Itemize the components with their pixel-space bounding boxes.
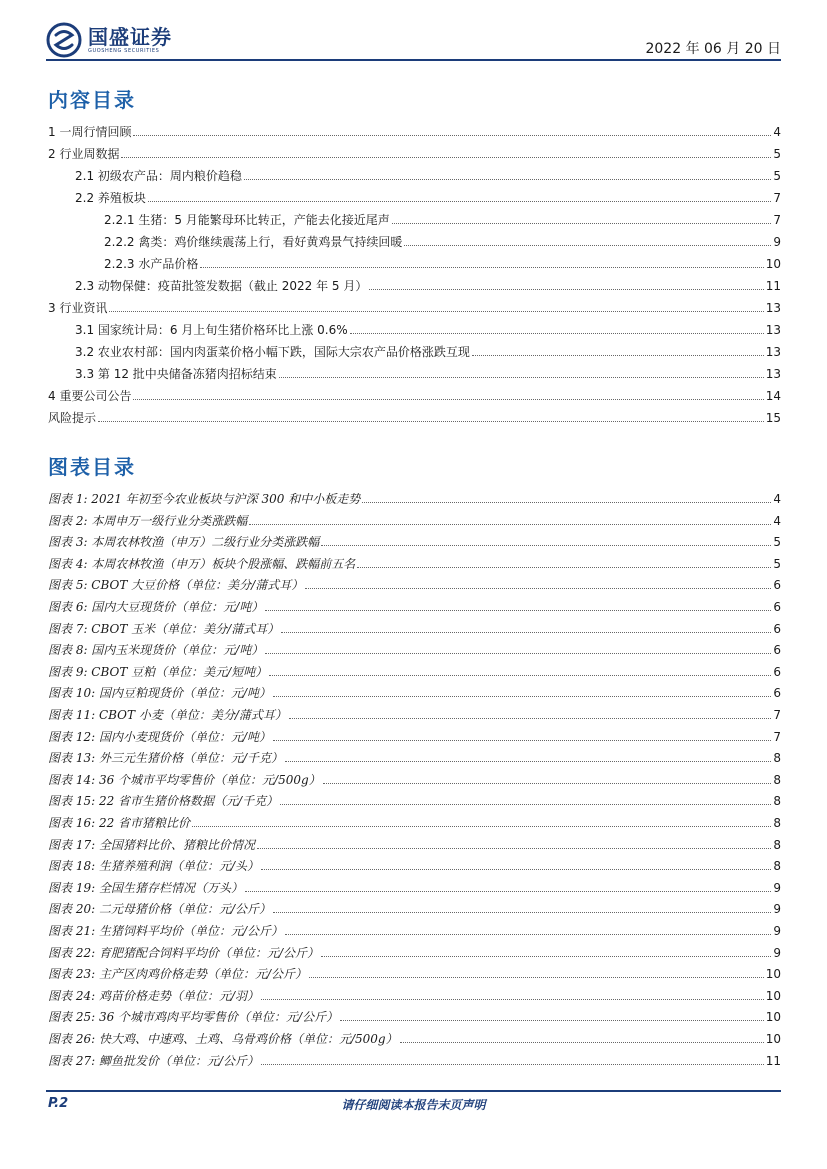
- toc-entry-page: 5: [773, 169, 781, 183]
- toc-entry-label: 2.3 动物保健：疫苗批签发数据（截止 2022 年 5 月）: [75, 279, 368, 293]
- figure-entry-label: 图表 8: 国内玉米现货价（单位：元/吨）: [48, 643, 264, 658]
- toc-entry[interactable]: [48, 207, 781, 227]
- figure-entry-page: 9: [773, 945, 781, 960]
- figure-entry-label: 图表 10: 国内豆粕现货价（单位：元/吨）: [48, 686, 271, 701]
- figure-entry[interactable]: [48, 875, 781, 895]
- figure-entry-page: 8: [773, 772, 781, 787]
- company-logo: [46, 22, 172, 58]
- figure-entry-label: 图表 4: 本周农林牧渔（申万）板块个股涨幅、跌幅前五名: [48, 556, 356, 571]
- figure-entry[interactable]: [48, 702, 781, 722]
- figure-entry-page: 10: [765, 1032, 781, 1046]
- toc-entry-label: 3.1 国家统计局：6 月上旬生猪价格环比上涨 0.6%: [75, 323, 348, 337]
- toc-entry-label: 1 一周行情回顾: [48, 125, 132, 139]
- toc-entry-page: 13: [765, 301, 781, 315]
- figure-entry-page: 9: [773, 902, 781, 917]
- toc-entry-page: 11: [765, 279, 781, 293]
- toc-entry-label: 3.2 农业农村部：国内肉蛋菜价格小幅下跌，国际大宗农产品价格涨跌互现: [75, 345, 470, 359]
- figure-entry-label: 图表 18: 生猪养殖利润（单位：元/头）: [48, 859, 259, 874]
- figure-entry[interactable]: [48, 594, 781, 614]
- toc-entry-page: 15: [765, 411, 781, 425]
- figure-entry-label: 图表 11: CBOT 小麦（单位：美分/蒲式耳）: [48, 708, 287, 722]
- figure-entry-page: 5: [773, 556, 781, 571]
- toc-entry-label: 2.2.3 水产品价格: [104, 257, 199, 271]
- figure-entry[interactable]: [48, 961, 781, 981]
- toc-entry[interactable]: [48, 163, 781, 183]
- toc-entry-label: 2.2 养殖板块: [75, 191, 146, 205]
- footer-divider: [46, 1090, 781, 1092]
- figure-entry-page: 4: [773, 492, 781, 506]
- figure-entry-label: 图表 5: CBOT 大豆价格（单位：美分/蒲式耳）: [48, 578, 304, 593]
- figure-entry-label: 图表 26: 快大鸡、中速鸡、土鸡、乌骨鸡价格（单位：元/500g）: [48, 1032, 398, 1046]
- figure-entry-page: 8: [773, 794, 781, 809]
- figure-entry-page: 11: [765, 1053, 781, 1068]
- figure-entry[interactable]: [48, 508, 781, 528]
- toc-entry-page: 13: [765, 367, 781, 381]
- toc-entry-label: 2.2.2 禽类：鸡价继续震荡上行，看好黄鸡景气持续回暖: [104, 235, 403, 249]
- page-number: P.2: [48, 1096, 69, 1111]
- figure-entry[interactable]: [48, 832, 781, 852]
- toc-entry-page: 5: [773, 147, 781, 161]
- figure-entry[interactable]: [48, 572, 781, 592]
- figure-entry-page: 4: [773, 513, 781, 528]
- figure-entry-label: 图表 16: 22 省市猪粮比价: [48, 816, 191, 830]
- toc-entry[interactable]: [48, 141, 781, 161]
- toc-entry-label: 2.2.1 生猪：5 月能繁母环比转正，产能去化接近尾声: [104, 213, 390, 227]
- toc-entry[interactable]: [48, 361, 781, 381]
- toc-entry-label: 2.1 初级农产品：周内粮价趋稳: [75, 169, 242, 183]
- header-divider: [46, 59, 781, 61]
- toc-entry-page: 13: [765, 345, 781, 359]
- figure-entry-label: 图表 9: CBOT 豆粕（单位：美元/短吨）: [48, 664, 268, 679]
- figure-entry-label: 图表 14: 36 个城市平均零售价（单位：元/500g）: [48, 772, 321, 787]
- figure-entry[interactable]: [48, 551, 781, 571]
- toc-entry[interactable]: [48, 317, 781, 337]
- figure-entry[interactable]: [48, 1004, 781, 1024]
- toc-entry[interactable]: [48, 383, 781, 403]
- toc-heading: 内容目录: [48, 88, 136, 112]
- toc-entry-page: 13: [765, 323, 781, 337]
- figure-entry-page: 6: [773, 600, 781, 614]
- figure-entry[interactable]: [48, 896, 781, 916]
- figure-entry-label: 图表 17: 全国猪料比价、猪粮比价情况: [48, 837, 255, 852]
- logo-icon: [46, 22, 82, 58]
- figure-entry-page: 6: [773, 686, 781, 701]
- figure-entry-label: 图表 13: 外三元生猪价格（单位：元/千克）: [48, 751, 283, 766]
- figure-entry[interactable]: [48, 940, 781, 960]
- toc-entry-label: 4 重要公司公告: [48, 389, 132, 403]
- figure-entry[interactable]: [48, 616, 781, 636]
- figure-entry[interactable]: [48, 1026, 781, 1046]
- figure-entry[interactable]: [48, 767, 781, 787]
- figure-entry-label: 图表 20: 二元母猪价格（单位：元/公斤）: [48, 902, 271, 917]
- figure-entry-label: 图表 27: 鲫鱼批发价（单位：元/公斤）: [48, 1053, 259, 1068]
- figure-entry[interactable]: [48, 486, 781, 506]
- figure-entry[interactable]: [48, 788, 781, 808]
- toc-entry[interactable]: [48, 339, 781, 359]
- figure-entry[interactable]: [48, 918, 781, 938]
- toc-entry-page: 4: [773, 125, 781, 139]
- toc-entry-label: 风险提示: [48, 411, 97, 425]
- toc-entry[interactable]: [48, 251, 781, 271]
- toc-entry-page: 7: [773, 213, 781, 227]
- figure-entry-label: 图表 12: 国内小麦现货价（单位：元/吨）: [48, 729, 271, 744]
- figure-entry-label: 图表 25: 36 个城市鸡肉平均零售价（单位：元/公斤）: [48, 1010, 339, 1025]
- figure-entry-page: 9: [773, 880, 781, 895]
- figure-entry[interactable]: [48, 983, 781, 1003]
- figure-entry-page: 6: [773, 664, 781, 679]
- figure-entry-label: 图表 2: 本周申万一级行业分类涨跌幅: [48, 513, 248, 528]
- figure-entry-label: 图表 21: 生猪饲料平均价（单位：元/公斤）: [48, 924, 283, 938]
- logo-name-en: GUOSHENG SECURITIES: [88, 47, 160, 54]
- toc-entry[interactable]: [48, 229, 781, 249]
- toc-entry[interactable]: [48, 405, 781, 425]
- disclaimer-note: 请仔细阅读本报告末页声明: [341, 1098, 486, 1112]
- toc-entry-page: 7: [773, 191, 781, 205]
- figure-entry-page: 8: [773, 837, 781, 852]
- figure-entry[interactable]: [48, 853, 781, 873]
- toc-entry[interactable]: [48, 185, 781, 205]
- figure-entry-label: 图表 22: 育肥猪配合饲料平均价（单位：元/公斤）: [48, 945, 319, 960]
- figure-entry-label: 图表 19: 全国生猪存栏情况（万头）: [48, 880, 243, 895]
- toc-entry-page: 9: [773, 235, 781, 249]
- figure-entry-page: 10: [765, 1010, 781, 1025]
- figure-entry[interactable]: [48, 745, 781, 765]
- figure-entry[interactable]: [48, 637, 781, 657]
- figure-entry[interactable]: [48, 680, 781, 700]
- toc-entry[interactable]: [48, 119, 781, 139]
- toc-entry-label: 3 行业资讯: [48, 301, 108, 315]
- figure-entry-label: 图表 23: 主产区肉鸡价格走势（单位：元/公斤）: [48, 967, 307, 982]
- figure-entry-label: 图表 7: CBOT 玉米（单位：美分/蒲式耳）: [48, 621, 280, 636]
- toc-entry[interactable]: [48, 273, 781, 293]
- figure-entry-page: 7: [773, 729, 781, 744]
- figure-entry-page: 6: [773, 578, 781, 593]
- logo-name-cn: 国盛证券: [88, 24, 172, 49]
- figure-entry[interactable]: [48, 529, 781, 549]
- figure-entry-page: 7: [773, 708, 781, 722]
- toc-entry[interactable]: [48, 295, 781, 315]
- figure-entry-page: 5: [773, 535, 781, 550]
- figure-entry-page: 10: [765, 967, 781, 982]
- toc-entry-label: 3.3 第 12 批中央储备冻猪肉招标结束: [75, 367, 277, 381]
- report-date: 2022 年 06 月 20 日: [645, 41, 781, 57]
- figure-entry-page: 8: [773, 859, 781, 874]
- figure-entry[interactable]: [48, 659, 781, 679]
- figures-heading: 图表目录: [48, 455, 136, 479]
- figure-entry-label: 图表 1: 2021 年初至今农业板块与沪深 300 和中小板走势: [48, 492, 361, 506]
- figure-entry-page: 8: [773, 816, 781, 830]
- figure-entry-label: 图表 3: 本周农林牧渔（申万）二级行业分类涨跌幅: [48, 535, 320, 550]
- figure-entry-page: 8: [773, 751, 781, 766]
- page-header: [0, 0, 827, 62]
- toc-entry-label: 2 行业周数据: [48, 147, 120, 161]
- figure-entry-page: 6: [773, 621, 781, 636]
- toc-entry-page: 14: [765, 389, 781, 403]
- figure-entry[interactable]: [48, 1048, 781, 1068]
- figure-entry[interactable]: [48, 724, 781, 744]
- figure-entry-label: 图表 24: 鸡苗价格走势（单位：元/羽）: [48, 988, 259, 1003]
- figure-entry-page: 9: [773, 924, 781, 938]
- figure-entry-label: 图表 6: 国内大豆现货价（单位：元/吨）: [48, 600, 264, 614]
- toc-entry-page: 10: [765, 257, 781, 271]
- figure-entry-page: 6: [773, 643, 781, 658]
- figure-entry[interactable]: [48, 810, 781, 830]
- figure-entry-label: 图表 15: 22 省市生猪价格数据（元/千克）: [48, 794, 279, 809]
- figure-entry-page: 10: [765, 988, 781, 1003]
